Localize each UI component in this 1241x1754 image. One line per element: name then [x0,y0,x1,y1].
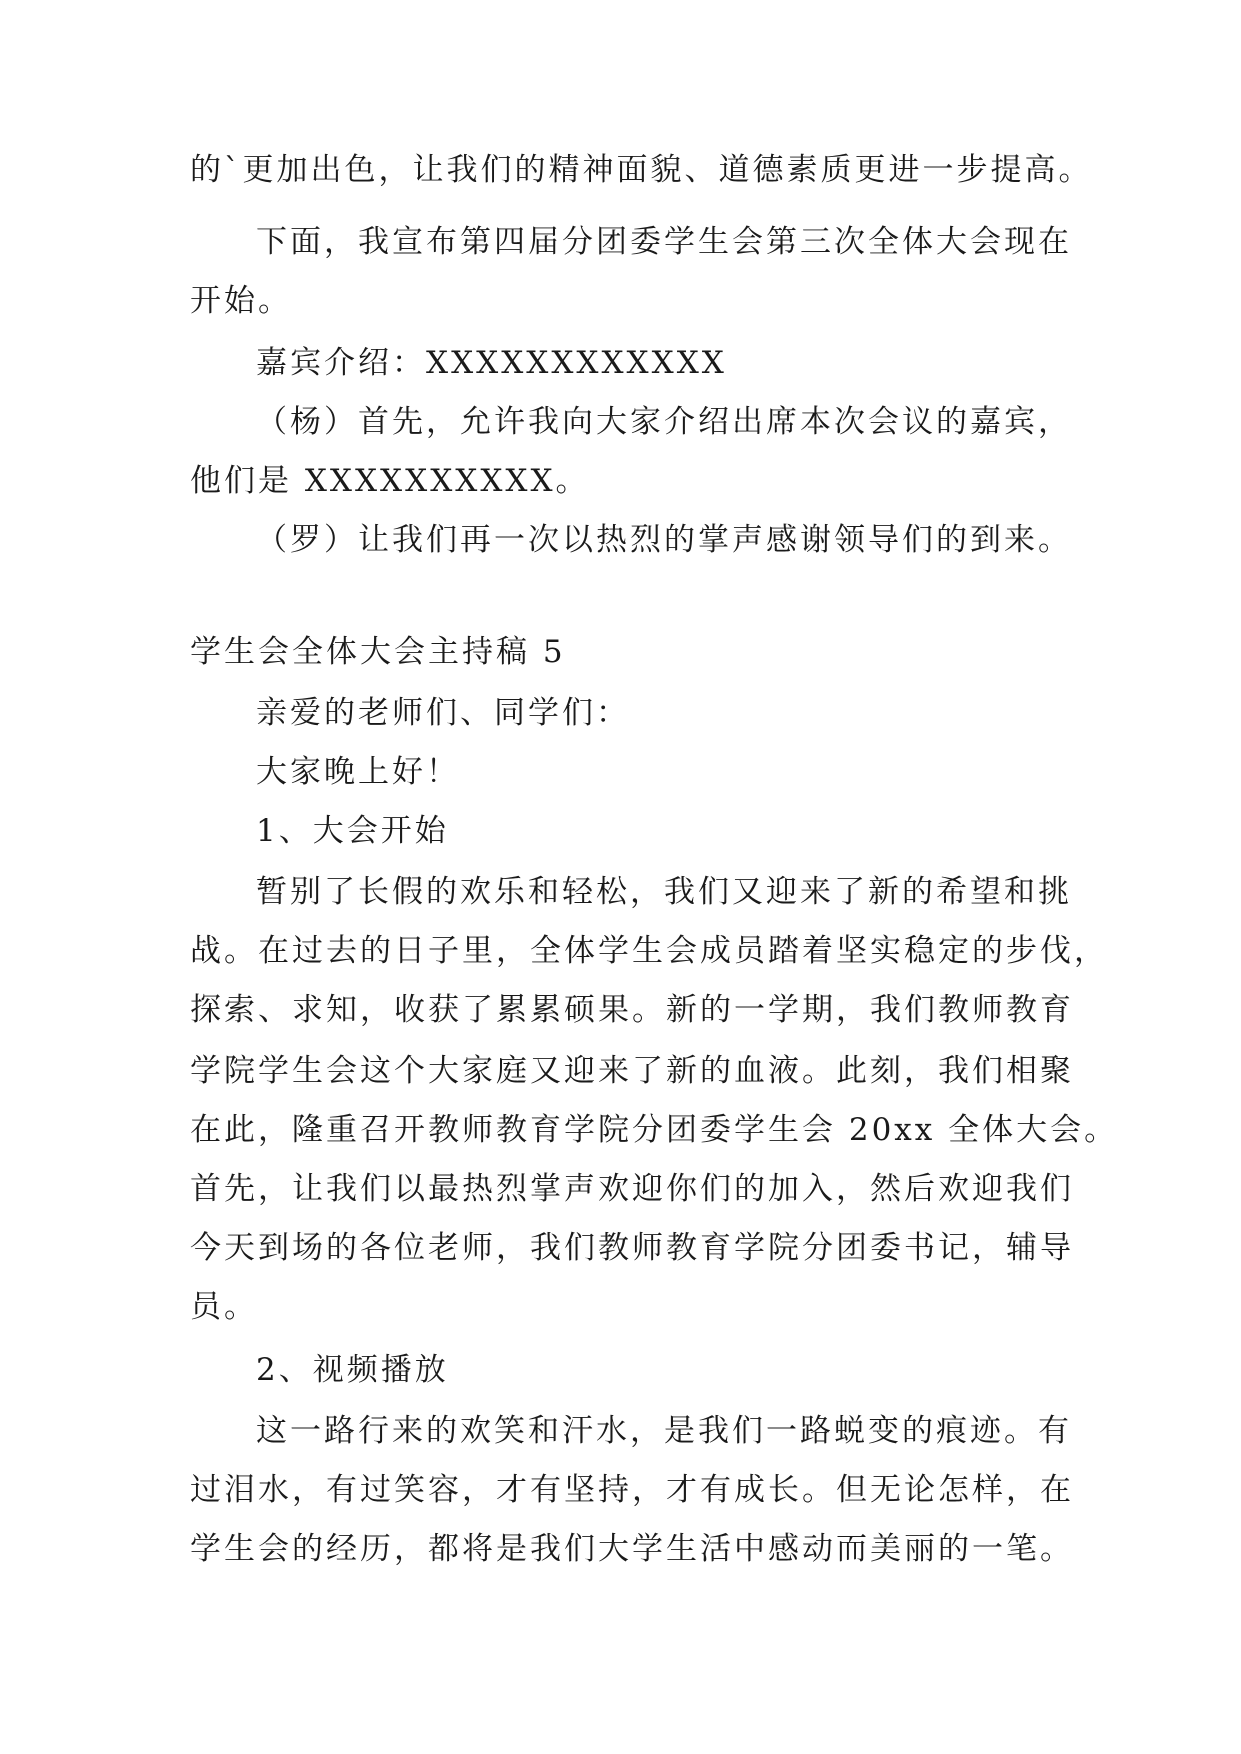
paragraph-line: 战。在过去的日子里，全体学生会成员踏着坚实稳定的步伐， [190,933,1108,969]
paragraph-line: 今天到场的各位老师，我们教师教育学院分团委书记，辅导 [190,1230,1074,1266]
section-heading: 学生会全体大会主持稿 5 [190,634,566,670]
paragraph-line: 探索、求知，收获了累累硕果。新的一学期，我们教师教育 [190,992,1074,1028]
paragraph-line: 嘉宾介绍：XXXXXXXXXXXX [256,345,727,381]
paragraph-line: 员。 [190,1289,258,1325]
paragraph-line: 这一路行来的欢笑和汗水，是我们一路蜕变的痕迹。有 [256,1413,1072,1449]
paragraph-line: 开始。 [190,283,292,319]
paragraph-line: 在此，隆重召开教师教育学院分团委学生会 20xx 全体大会。 [190,1112,1119,1148]
paragraph-line: （杨）首先，允许我向大家介绍出席本次会议的嘉宾， [256,404,1072,440]
paragraph-line: 他们是 XXXXXXXXXX。 [190,463,590,499]
paragraph-line: 学生会的经历，都将是我们大学生活中感动而美丽的一笔。 [190,1531,1074,1567]
subheading: 1、大会开始 [256,813,449,849]
paragraph-line: 的`更加出色，让我们的精神面貌、道德素质更进一步提高。 [190,152,1093,188]
paragraph-line: 暂别了长假的欢乐和轻松，我们又迎来了新的希望和挑 [256,874,1072,910]
salutation: 亲爱的老师们、同学们： [256,695,630,731]
subheading: 2、视频播放 [256,1352,449,1388]
paragraph-line: 下面，我宣布第四届分团委学生会第三次全体大会现在 [256,224,1072,260]
paragraph-line: （罗）让我们再一次以热烈的掌声感谢领导们的到来。 [256,522,1072,558]
paragraph-line: 学院学生会这个大家庭又迎来了新的血液。此刻，我们相聚 [190,1053,1074,1089]
greeting: 大家晚上好！ [256,754,460,790]
paragraph-line: 过泪水，有过笑容，才有坚持，才有成长。但无论怎样，在 [190,1472,1074,1508]
paragraph-line: 首先，让我们以最热烈掌声欢迎你们的加入，然后欢迎我们 [190,1171,1074,1207]
